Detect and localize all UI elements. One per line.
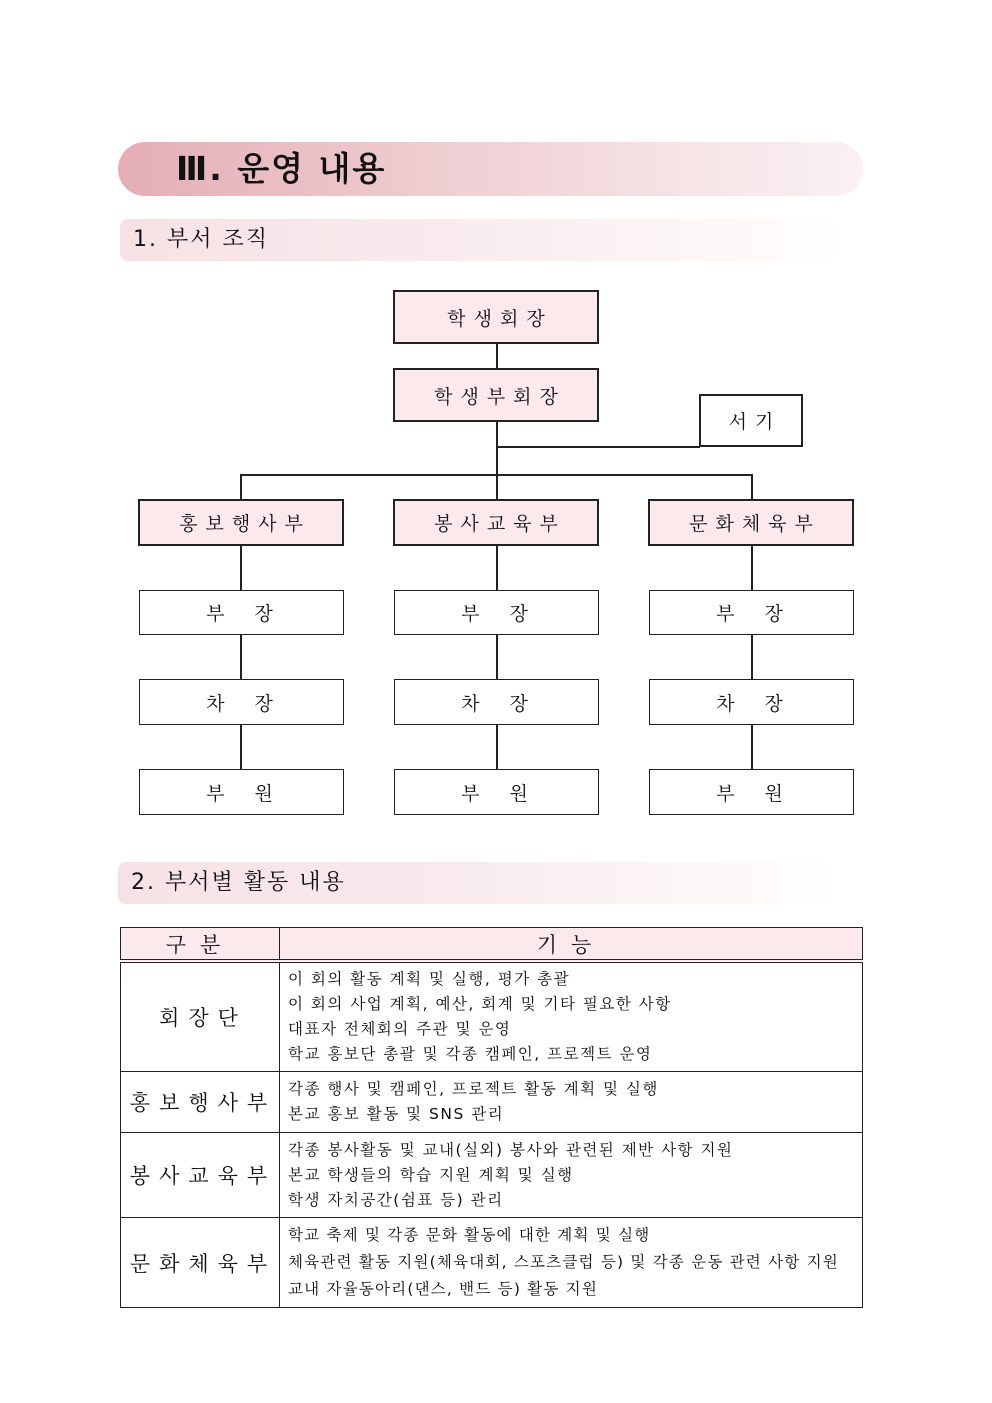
function-line: 본교 학생들의 학습 지원 계획 및 실행 bbox=[288, 1165, 574, 1184]
activity-table bbox=[120, 927, 863, 1308]
connector-line bbox=[240, 474, 242, 500]
connector-line bbox=[240, 545, 242, 769]
dept-cell: 봉사교육부 bbox=[121, 1133, 280, 1218]
org-dept-box: 홍보행사부 bbox=[138, 499, 344, 546]
org-rank-box: 차 장 bbox=[139, 679, 344, 725]
function-line: 학생 자치공간(쉼표 등) 관리 bbox=[288, 1190, 504, 1209]
table-row bbox=[121, 1133, 863, 1218]
section1-heading: 1. 부서 조직 bbox=[133, 227, 269, 252]
header-function: 기능 bbox=[280, 928, 863, 962]
function-line: 각종 행사 및 캠페인, 프로젝트 활동 계획 및 실행 bbox=[288, 1080, 659, 1098]
org-rank-box: 부 장 bbox=[649, 590, 854, 635]
function-line: 본교 홍보 활동 및 SNS 관리 bbox=[288, 1105, 505, 1123]
function-line: 학교 축제 및 각종 문화 활동에 대한 계획 및 실행 bbox=[288, 1226, 651, 1244]
org-dept-box: 문화체육부 bbox=[648, 499, 854, 546]
connector-line bbox=[496, 446, 700, 448]
org-rank-box: 부 원 bbox=[649, 769, 854, 815]
connector-line bbox=[751, 474, 753, 500]
function-line: 학교 홍보단 총괄 및 각종 캠페인, 프로젝트 운영 bbox=[288, 1045, 653, 1063]
header-category: 구분 bbox=[121, 928, 280, 962]
function-line: 이 회의 활동 계획 및 실행, 평가 총괄 bbox=[288, 970, 571, 988]
org-rank-box: 부 장 bbox=[139, 590, 344, 635]
table-row bbox=[121, 961, 863, 1072]
function-cell bbox=[280, 1218, 863, 1308]
table-row bbox=[121, 1218, 863, 1308]
org-rank-box: 차 장 bbox=[394, 679, 599, 725]
page-title: Ⅲ. 운영 내용 bbox=[176, 149, 387, 188]
org-secretary-box: 서기 bbox=[699, 394, 803, 447]
connector-line bbox=[240, 474, 752, 476]
org-rank-box: 부 원 bbox=[394, 769, 599, 815]
function-line: 체육관련 활동 지원(체육대회, 스포츠클럽 등) 및 각종 운동 관련 사항 지원 bbox=[288, 1253, 839, 1271]
dept-cell: 회장단 bbox=[121, 961, 280, 1072]
table-row bbox=[121, 1072, 863, 1133]
function-cell bbox=[280, 1133, 863, 1218]
section2-heading: 2. 부서별 활동 내용 bbox=[131, 870, 346, 895]
connector-line bbox=[496, 343, 498, 369]
dept-cell: 문화체육부 bbox=[121, 1218, 280, 1308]
function-cell bbox=[280, 1072, 863, 1133]
connector-line bbox=[751, 545, 753, 769]
function-line: 이 회의 사업 계획, 예산, 회계 및 기타 필요한 사항 bbox=[288, 995, 672, 1013]
org-rank-box: 부 장 bbox=[394, 590, 599, 635]
connector-line bbox=[496, 421, 498, 500]
org-president-box: 학생회장 bbox=[393, 290, 599, 344]
function-cell bbox=[280, 961, 863, 1072]
org-rank-box: 차 장 bbox=[649, 679, 854, 725]
org-vice-president-box: 학생부회장 bbox=[393, 368, 599, 422]
connector-line bbox=[496, 545, 498, 769]
function-line: 각종 봉사활동 및 교내(실외) 봉사와 관련된 제반 사항 지원 bbox=[288, 1140, 734, 1159]
org-dept-box: 봉사교육부 bbox=[393, 499, 599, 546]
function-line: 교내 자율동아리(댄스, 밴드 등) 활동 지원 bbox=[288, 1280, 599, 1298]
function-line: 대표자 전체회의 주관 및 운영 bbox=[288, 1020, 512, 1038]
dept-cell: 홍보행사부 bbox=[121, 1072, 280, 1133]
org-rank-box: 부 원 bbox=[139, 769, 344, 815]
table-header-row bbox=[121, 928, 863, 962]
